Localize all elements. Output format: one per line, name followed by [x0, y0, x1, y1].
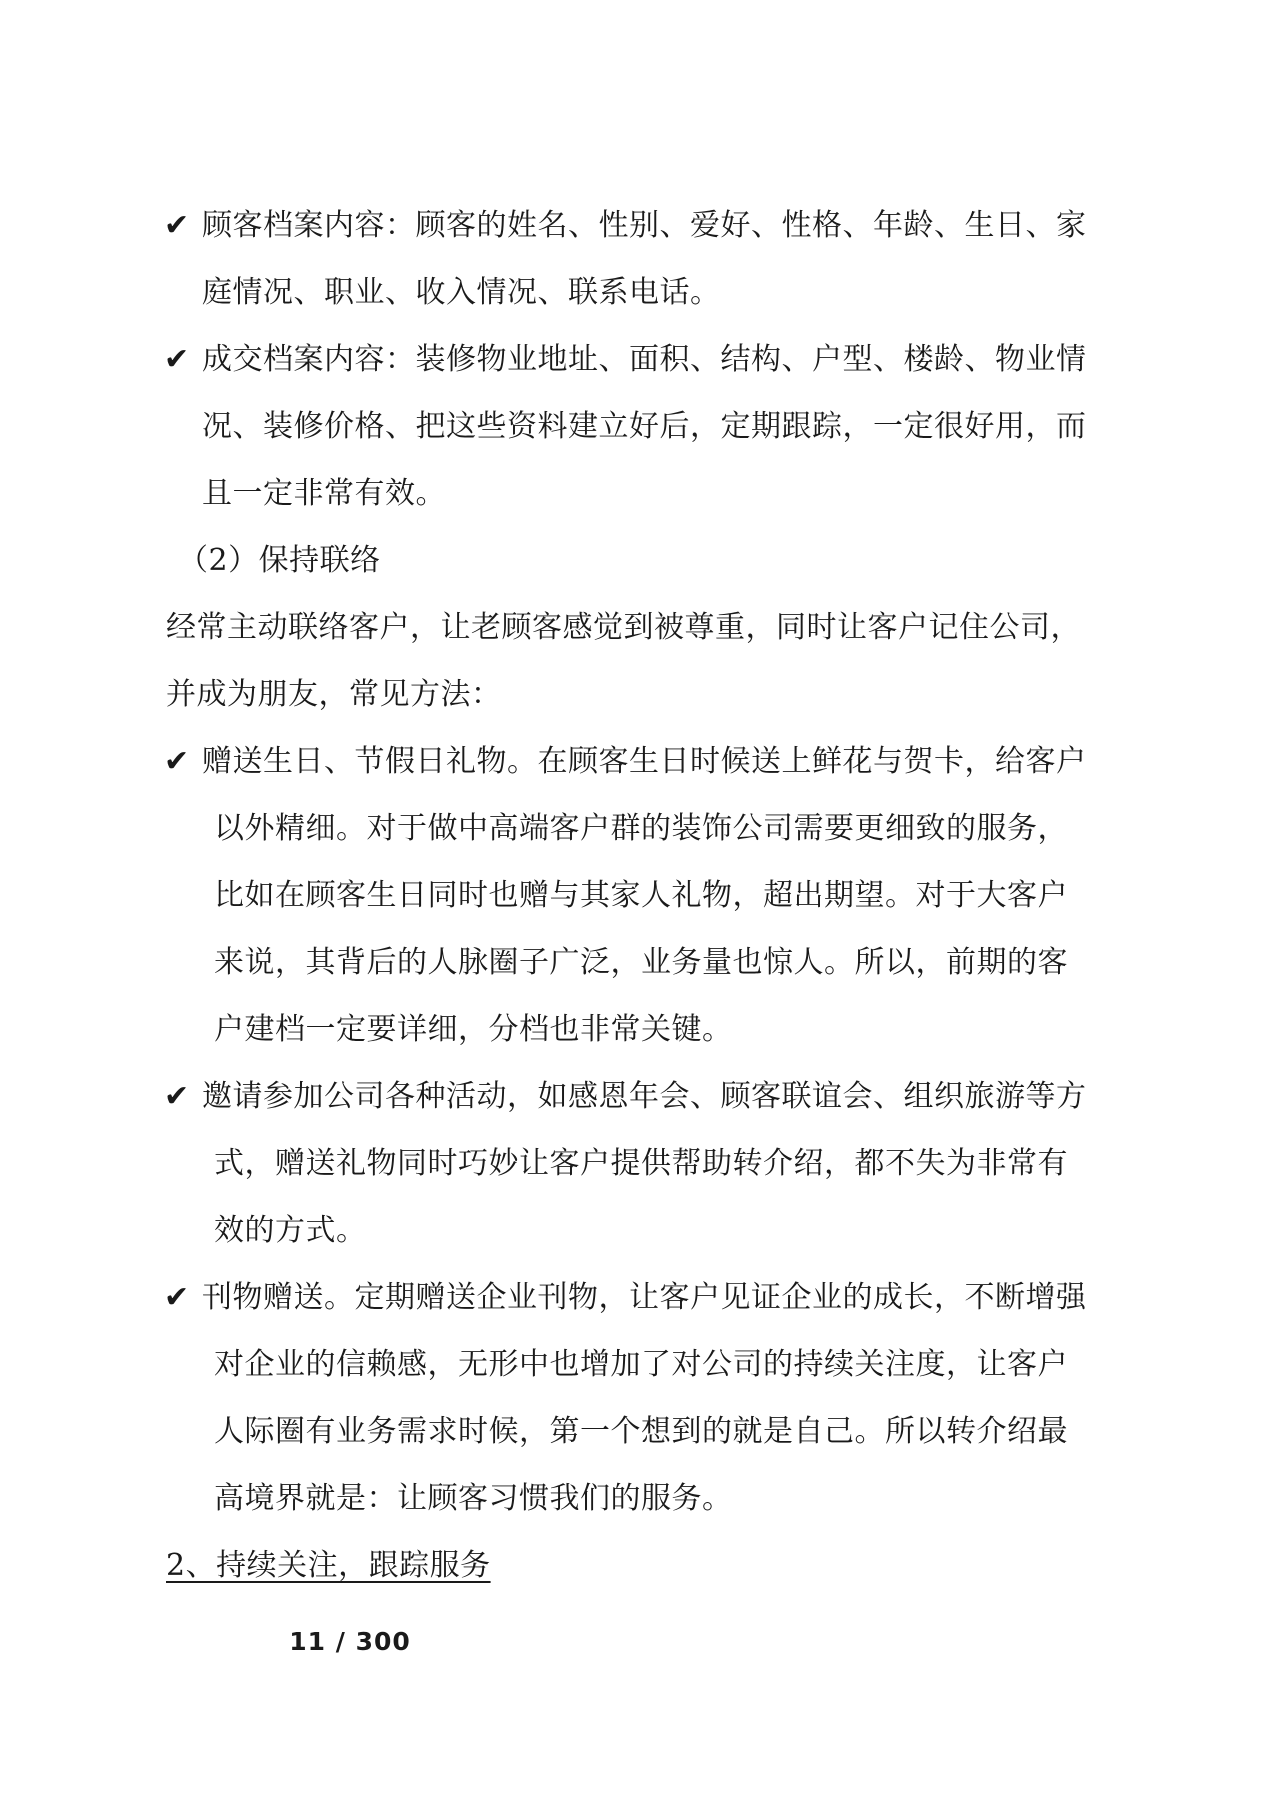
text-line: 高境界就是：让顾客习惯我们的服务。: [214, 1481, 733, 1516]
checkmark-icon: ✔: [164, 1079, 190, 1114]
bullet-customer-profile: [166, 192, 1086, 259]
bullet-activities: [166, 1063, 1086, 1130]
subheading-keep-contact: （2）保持联络: [178, 543, 381, 578]
checkmark-icon: ✔: [164, 342, 190, 377]
text-line: 顾客档案内容：顾客的姓名、性别、爱好、性格、年龄、生日、家: [202, 208, 1087, 243]
text-line: 户建档一定要详细，分档也非常关键。: [214, 1012, 733, 1047]
checkmark-icon: ✔: [164, 1280, 190, 1315]
text-line: 况、装修价格、把这些资料建立好后，定期跟踪，一定很好用，而: [202, 409, 1087, 444]
checkmark-icon: ✔: [164, 744, 190, 779]
section-heading-follow-up: 2、持续关注，跟踪服务: [166, 1548, 491, 1583]
text-line: 比如在顾客生日同时也赠与其家人礼物，超出期望。对于大客户: [214, 878, 1068, 913]
checkmark-icon: ✔: [164, 208, 190, 243]
text-line: 庭情况、职业、收入情况、联系电话。: [202, 275, 721, 310]
text-line: 赠送生日、节假日礼物。在顾客生日时候送上鲜花与贺卡，给客户: [202, 744, 1087, 779]
text-line: 邀请参加公司各种活动，如感恩年会、顾客联谊会、组织旅游等方: [202, 1079, 1087, 1114]
bullet-gifts: [166, 728, 1086, 795]
text-line: 刊物赠送。定期赠送企业刊物，让客户见证企业的成长，不断增强: [202, 1280, 1087, 1315]
page-body: [166, 192, 1086, 1599]
page-number: 11 / 300: [289, 1627, 411, 1656]
bullet-publications: [166, 1264, 1086, 1331]
text-line: 对企业的信赖感，无形中也增加了对公司的持续关注度，让客户: [214, 1347, 1068, 1382]
text-line: 来说，其背后的人脉圈子广泛，业务量也惊人。所以，前期的客: [214, 945, 1068, 980]
paragraph-line: 经常主动联络客户，让老顾客感觉到被尊重，同时让客户记住公司，: [166, 610, 1081, 645]
text-line: 人际圈有业务需求时候，第一个想到的就是自己。所以转介绍最: [214, 1414, 1068, 1449]
text-line: 且一定非常有效。: [202, 476, 446, 511]
text-line: 以外精细。对于做中高端客户群的装饰公司需要更细致的服务，: [214, 811, 1068, 846]
text-line: 式，赠送礼物同时巧妙让客户提供帮助转介绍，都不失为非常有: [214, 1146, 1068, 1181]
text-line: 成交档案内容：装修物业地址、面积、结构、户型、楼龄、物业情: [202, 342, 1087, 377]
text-line: 效的方式。: [214, 1213, 367, 1248]
bullet-deal-profile: [166, 326, 1086, 393]
paragraph-line: 并成为朋友，常见方法：: [166, 677, 502, 712]
